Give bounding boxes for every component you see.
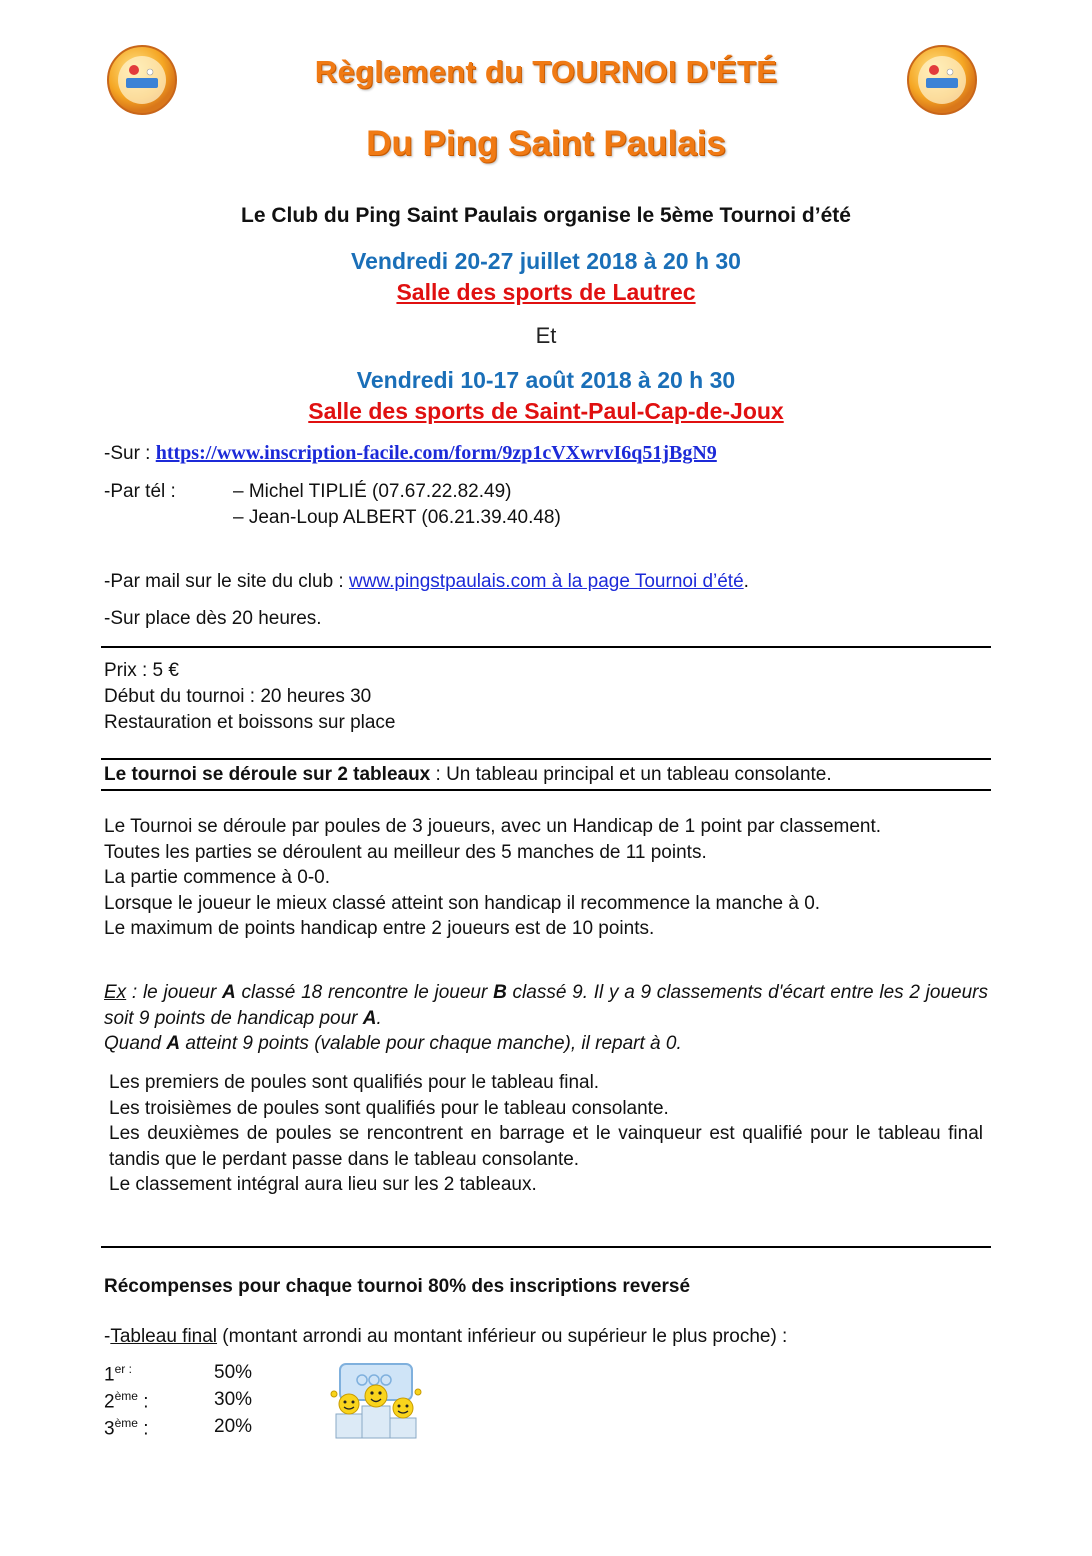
rules-block (104, 814, 988, 942)
mail-registration (104, 571, 749, 593)
page-title: Règlement du TOURNOI D'ÉTÉ (314, 54, 778, 89)
example-text: : le joueur (126, 982, 223, 1003)
example-text: . (376, 1007, 382, 1029)
tables-heading-bold: Le tournoi se déroule sur 2 tableaux (104, 764, 431, 785)
place-1-pct: 50% (214, 1362, 253, 1383)
divider (101, 1246, 991, 1248)
example-text: atteint 9 points (valable pour chaque manche), il repart à 0. (180, 1033, 682, 1054)
place-sep: : (137, 1391, 149, 1413)
club-website-link[interactable]: www.pingstpaulais.com à la page Tournoi d’été (348, 571, 744, 592)
qualification-4: Le classement intégral aura lieu sur les 2 tableaux. (109, 1174, 537, 1195)
food-info: Restauration et boissons sur place (104, 712, 396, 733)
event-and: Et (535, 323, 557, 348)
example-ex: Ex (104, 982, 127, 1003)
price: Prix : 5 € (104, 660, 179, 681)
qualification-1: Les premiers de poules sont qualifiés pour le tableau final. (109, 1072, 600, 1093)
place-suffix: er (114, 1362, 126, 1376)
place-2 (104, 1389, 148, 1413)
tables-heading (104, 764, 832, 786)
event-date-2: Vendredi 10-17 août 2018 à 20 h 30 (356, 367, 736, 393)
place-1 (104, 1362, 132, 1386)
registration-link[interactable]: https://www.inscription-facile.com/form/9zp1cVXwrvI6q51jBgN9 (155, 442, 717, 464)
example-block (104, 980, 988, 1057)
page-subtitle: Du Ping Saint Paulais (366, 124, 726, 163)
event-intro: Le Club du Ping Saint Paulais organise le 5ème Tournoi d’été (241, 204, 851, 227)
web-label: -Sur : (104, 443, 156, 464)
divider (101, 758, 991, 760)
final-table-line (104, 1326, 787, 1348)
event-venue-1: Salle des sports de Lautrec (396, 279, 696, 305)
place-3-pct: 20% (214, 1416, 253, 1437)
onsite-registration: -Sur place dès 20 heures. (104, 608, 322, 629)
mail-label: -Par mail sur le site du club : (104, 571, 349, 592)
rule-5: Le maximum de points handicap entre 2 joueurs est de 10 points. (104, 918, 655, 939)
event-date-1: Vendredi 20-27 juillet 2018 à 20 h 30 (351, 248, 741, 274)
player-a: A (166, 1033, 181, 1054)
place-number: 3 (104, 1418, 115, 1440)
rule-1: Le Tournoi se déroule par poules de 3 joueurs, avec un Handicap de 1 point par classement. (104, 816, 882, 837)
place-number: 1 (104, 1364, 115, 1386)
divider (101, 646, 991, 648)
place-suffix: ème (114, 1389, 138, 1403)
place-suffix: ème (114, 1416, 138, 1430)
rule-3: La partie commence à 0-0. (104, 867, 331, 888)
mail-end: . (743, 571, 749, 592)
final-table-label: Tableau final (110, 1326, 218, 1347)
event-venue-2: Salle des sports de Saint-Paul-Cap-de-Joux (308, 398, 784, 424)
contact-2: – Jean-Loup ALBERT (06.21.39.40.48) (233, 507, 561, 528)
rule-2: Toutes les parties se déroulent au meilleur des 5 manches de 11 points. (104, 841, 707, 863)
place-2-pct: 30% (214, 1389, 253, 1410)
place-3 (104, 1416, 148, 1440)
final-table-note: (montant arrondi au montant inférieur ou supérieur le plus proche) : (217, 1326, 788, 1347)
place-sep: : (137, 1418, 149, 1440)
final-prefix: - (104, 1326, 111, 1347)
divider (101, 789, 991, 791)
player-a: A (222, 982, 236, 1003)
tables-heading-rest: : Un tableau principal et un tableau consolante. (430, 764, 832, 785)
podium-smileys-icon (328, 1362, 424, 1440)
web-registration (104, 442, 717, 465)
place-sep: : (125, 1362, 132, 1376)
player-a: A (362, 1007, 377, 1029)
phone-label: -Par tél : (104, 481, 176, 502)
qualification-3: Les deuxièmes de poules se rencontrent en barrage et le vainqueur est qualifié pour le tableau final tandis que le perdant passe dans le tableau consolante. (109, 1123, 983, 1170)
example-text: classé 18 rencontre le joueur (235, 982, 494, 1003)
example-text: classé 9. Il y a 9 classements d'écart entre les 2 joueurs soit 9 points de handicap pour (104, 982, 988, 1029)
rewards-heading: Récompenses pour chaque tournoi 80% des inscriptions reversé (104, 1276, 691, 1297)
rule-4: Lorsque le joueur le mieux classé atteint son handicap il recommence la manche à 0. (104, 892, 821, 914)
qualification-block (109, 1070, 983, 1198)
place-number: 2 (104, 1391, 115, 1413)
player-b: B (493, 982, 507, 1003)
example-text: Quand (104, 1033, 167, 1054)
qualification-2: Les troisièmes de poules sont qualifiés pour le tableau consolante. (109, 1097, 669, 1119)
contact-1: – Michel TIPLIÉ (07.67.22.82.49) (233, 481, 512, 502)
start-time: Début du tournoi : 20 heures 30 (104, 686, 372, 707)
